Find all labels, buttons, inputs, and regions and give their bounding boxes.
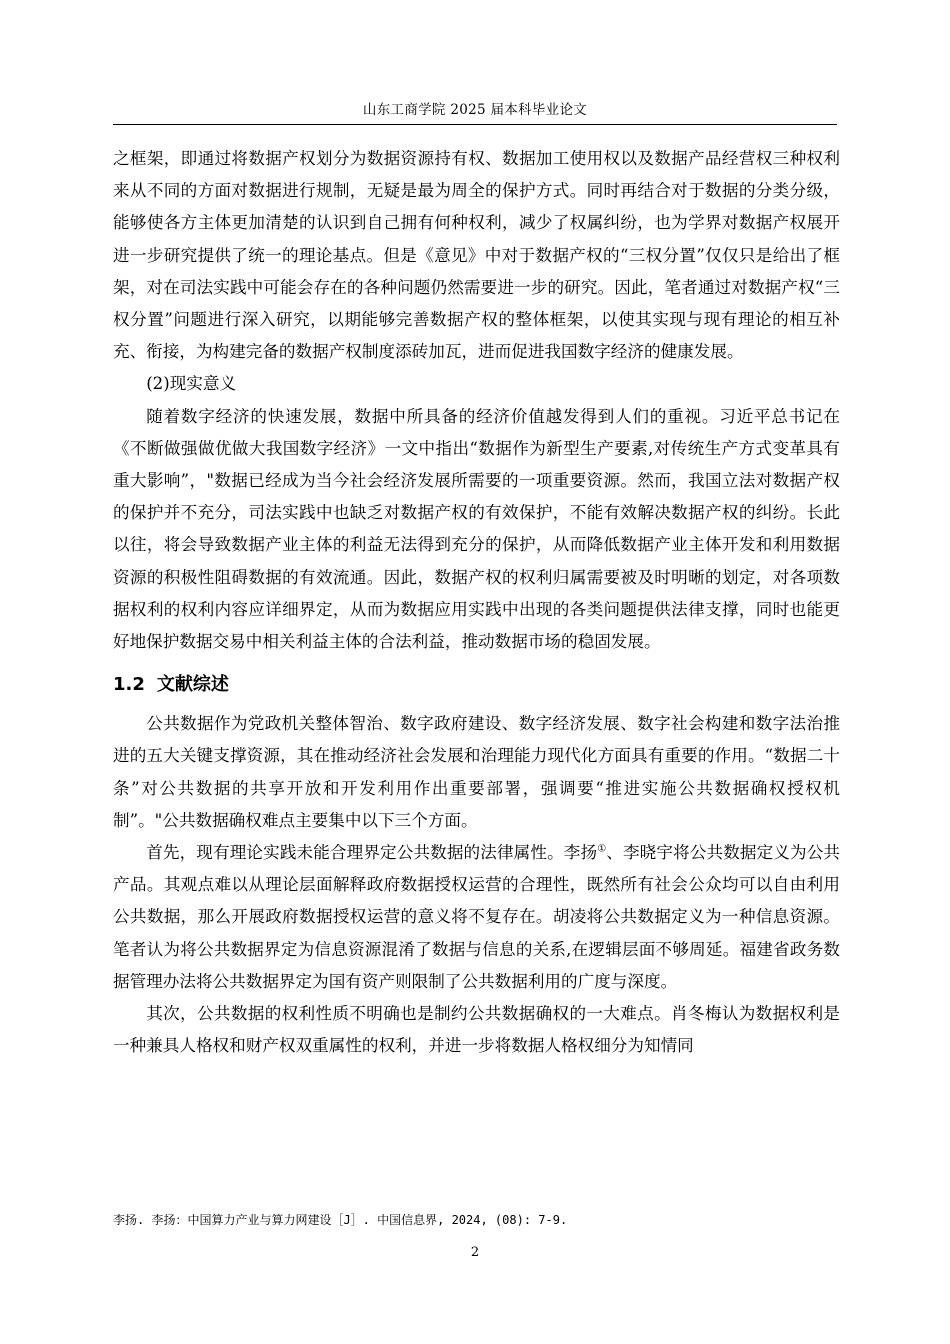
section-number: 1.2 — [113, 674, 145, 696]
section-heading — [113, 671, 840, 699]
footnote-marker[interactable]: ① — [597, 843, 607, 855]
main-body — [113, 143, 840, 1062]
paragraph-rights-nature: 其次，公共数据的权利性质不明确也是制约公共数据确权的一大难点。肖冬梅认为数据权利是一种兼具人格权和财产权双重属性的权利，并进一步将数据人格权细分为知情同 — [113, 1004, 840, 1056]
paragraph-literature-intro: 公共数据作为党政机关整体智治、数字政府建设、数字经济发展、数字社会构建和数字法治推进的五大关键支撑资源，其在推动经济社会发展和治理能力现代化方面具有重要的作用。“数据二十条”对公共数据的共享开放和开发利用作出重要部署，强调要“推进实施公共数据确权授权机制”。"公共数据确权难点主要集中以下三个方面。 — [113, 714, 840, 830]
page-number: 2 — [470, 1245, 480, 1260]
header-divider — [113, 124, 837, 125]
paragraph-legal-attribute-part1: 首先，现有理论实践未能合理界定公共数据的法律属性。李扬 — [146, 843, 598, 863]
running-header: 山东工商学院 2025 届本科毕业论文 — [362, 102, 588, 118]
section-title: 文献综述 — [156, 674, 229, 696]
paragraph-theoretical-significance: 之框架，即通过将数据产权划分为数据资源持有权、数据加工使用权以及数据产品经营权三种权利来从不同的方面对数据进行规制，无疑是最为周全的保护方式。同时再结合对于数据的分类分级，能够使各方主体更加清楚的认识到自己拥有何种权利，减少了权属纠纷，也为学界对数据产权展开进一步研究提供了统一的理论基点。但是《意见》中对于数据产权的“三权分置”仅仅只是给出了框架，对在司法实践中可能会存在的各种问题仍然需要进一步的研究。因此，笔者通过对数据产权“三权分置”问题进行深入研究，以期能够完善数据产权的整体框架，以使其实现与现有理论的相互补充、衔接，为构建完备的数据产权制度添砖加瓦，进而促进我国数字经济的健康发展。 — [113, 149, 840, 362]
paragraph-legal-attribute-part2: 、李晓宇将公共数据定义为公共产品。其观点难以从理论层面解释政府数据授权运营的合理性，既然所有社会公众均可以自由利用公共数据，那么开展政府数据授权运营的意义将不复存在。胡凌将公共数据定义为一种信息资源。笔者认为将公共数据界定为信息资源混淆了数据与信息的关系,在逻辑层面不够周延。福建省政务数据管理办法将公共数据界定为国有资产则限制了公共数据利用的广度与深度。 — [113, 843, 841, 991]
paragraph-legal-attribute — [113, 837, 840, 998]
footnote-text: 李扬. 李扬：中国算力产业与算力网建设［J］. 中国信息界, 2024, (08): 7-9. — [113, 1213, 568, 1227]
subheading-practical-significance: (2)现实意义 — [146, 374, 237, 394]
paragraph-practical-significance: 随着数字经济的快速发展，数据中所具备的经济价值越发得到人们的重视。习近平总书记在《不断做强做优做大我国数字经济》一文中指出“数据作为新型生产要素,对传统生产方式变革具有重大影响”，"数据已经成为当今社会经济发展所需要的一项重要资源。然而，我国立法对数据产权的保护并不充分，司法实践中也缺乏对数据产权的有效保护，不能有效解决数据产权的纠纷。长此以往，将会导致数据产业主体的利益无法得到充分的保护，从而降低数据产业主体开发和利用数据资源的积极性阻碍数据的有效流通。因此，数据产权的权利归属需要被及时明晰的划定，对各项数据权利的权利内容应详细界定，从而为数据应用实践中出现的各类问题提供法律支撑，同时也能更好地保护数据交易中相关利益主体的合法利益，推动数据市场的稳固发展。 — [113, 406, 840, 652]
